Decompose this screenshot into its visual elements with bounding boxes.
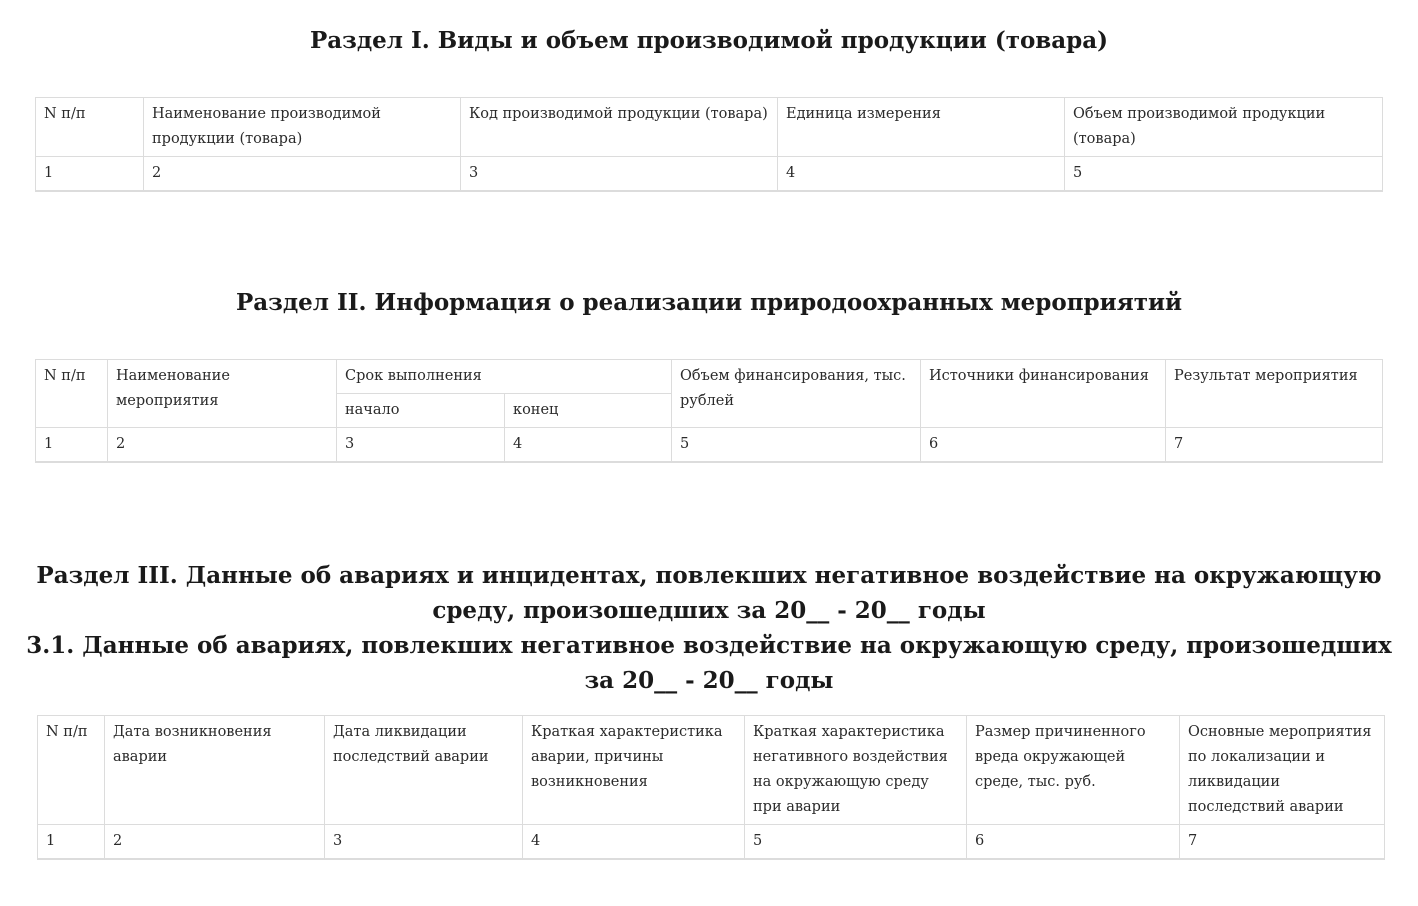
column-number-row xyxy=(36,428,1383,462)
empty-cell xyxy=(337,462,505,463)
empty-cell xyxy=(108,462,337,463)
header-cell: Краткая характеристика аварии, причины возникновения xyxy=(523,716,745,825)
header-cell: N п/п xyxy=(36,360,108,428)
column-number-cell: 3 xyxy=(337,428,505,462)
header-cell: N п/п xyxy=(36,98,144,157)
header-cell: Единица измерения xyxy=(778,98,1065,157)
products-table xyxy=(35,97,1383,192)
table-header-row xyxy=(36,98,1383,157)
header-cell: N п/п xyxy=(38,716,105,825)
empty-cell xyxy=(778,191,1065,192)
table-header-row xyxy=(36,360,1383,394)
empty-cell xyxy=(1166,462,1383,463)
column-number-row xyxy=(38,825,1385,859)
empty-cell xyxy=(1065,191,1383,192)
empty-row xyxy=(38,859,1385,860)
header-cell: Размер причиненного вреда окружающей среде, тыс. руб. xyxy=(967,716,1180,825)
column-number-cell: 6 xyxy=(967,825,1180,859)
section-1-title: Раздел I. Виды и объем производимой продукции (товара) xyxy=(309,27,1109,54)
column-number-cell: 4 xyxy=(505,428,672,462)
empty-cell xyxy=(921,462,1166,463)
column-number-cell: 7 xyxy=(1180,825,1385,859)
header-cell: Объем финансирования, тыс. рублей xyxy=(672,360,921,428)
table-header-row xyxy=(38,716,1385,825)
header-cell: Источники финансирования xyxy=(921,360,1166,428)
column-number-cell: 1 xyxy=(38,825,105,859)
header-cell: Краткая характеристика негативного воздействия на окружающую среду при аварии xyxy=(745,716,967,825)
header-cell: Дата ликвидации последствий аварии xyxy=(325,716,523,825)
empty-cell xyxy=(523,859,745,860)
column-number-cell: 6 xyxy=(921,428,1166,462)
column-number-cell: 5 xyxy=(1065,157,1383,191)
empty-cell xyxy=(672,462,921,463)
empty-cell xyxy=(36,462,108,463)
empty-cell xyxy=(505,462,672,463)
column-number-cell: 5 xyxy=(672,428,921,462)
header-cell: конец xyxy=(505,394,672,428)
section-3-1-title: 3.1. Данные об авариях, повлекших негативное воздействие на окружающую среду, произошедших за 20__ - 20__ годы xyxy=(26,632,1392,694)
column-number-cell: 1 xyxy=(36,428,108,462)
section-3-title xyxy=(20,558,1398,698)
empty-cell xyxy=(967,859,1180,860)
column-number-cell: 5 xyxy=(745,825,967,859)
column-number-cell: 2 xyxy=(144,157,461,191)
column-number-cell: 4 xyxy=(778,157,1065,191)
column-number-cell: 2 xyxy=(105,825,325,859)
header-cell: Дата возникновения аварии xyxy=(105,716,325,825)
header-cell: Результат мероприятия xyxy=(1166,360,1383,428)
empty-row xyxy=(36,191,1383,192)
column-number-cell: 3 xyxy=(325,825,523,859)
header-cell: Наименование мероприятия xyxy=(108,360,337,428)
header-cell: Наименование производимой продукции (товара) xyxy=(144,98,461,157)
column-number-cell: 2 xyxy=(108,428,337,462)
header-cell: Срок выполнения xyxy=(337,360,672,394)
column-number-row xyxy=(36,157,1383,191)
column-number-cell: 3 xyxy=(461,157,778,191)
empty-cell xyxy=(36,191,144,192)
accidents-table xyxy=(37,715,1385,860)
header-cell: Основные мероприятия по локализации и ликвидации последствий аварии xyxy=(1180,716,1385,825)
column-number-cell: 4 xyxy=(523,825,745,859)
empty-cell xyxy=(461,191,778,192)
column-number-cell: 7 xyxy=(1166,428,1383,462)
header-cell: Объем производимой продукции (товара) xyxy=(1065,98,1383,157)
header-cell: Код производимой продукции (товара) xyxy=(461,98,778,157)
measures-table xyxy=(35,359,1383,463)
section-3-title-main: Раздел III. Данные об авариях и инцидентах, повлекших негативное воздействие на окружающую среду, произошедших за 20__ - 20__ годы xyxy=(36,562,1382,624)
empty-cell xyxy=(38,859,105,860)
empty-cell xyxy=(1180,859,1385,860)
empty-row xyxy=(36,462,1383,463)
section-2-title: Раздел II. Информация о реализации природоохранных мероприятий xyxy=(235,289,1183,316)
empty-cell xyxy=(144,191,461,192)
empty-cell xyxy=(325,859,523,860)
empty-cell xyxy=(105,859,325,860)
column-number-cell: 1 xyxy=(36,157,144,191)
empty-cell xyxy=(745,859,967,860)
header-cell: начало xyxy=(337,394,505,428)
